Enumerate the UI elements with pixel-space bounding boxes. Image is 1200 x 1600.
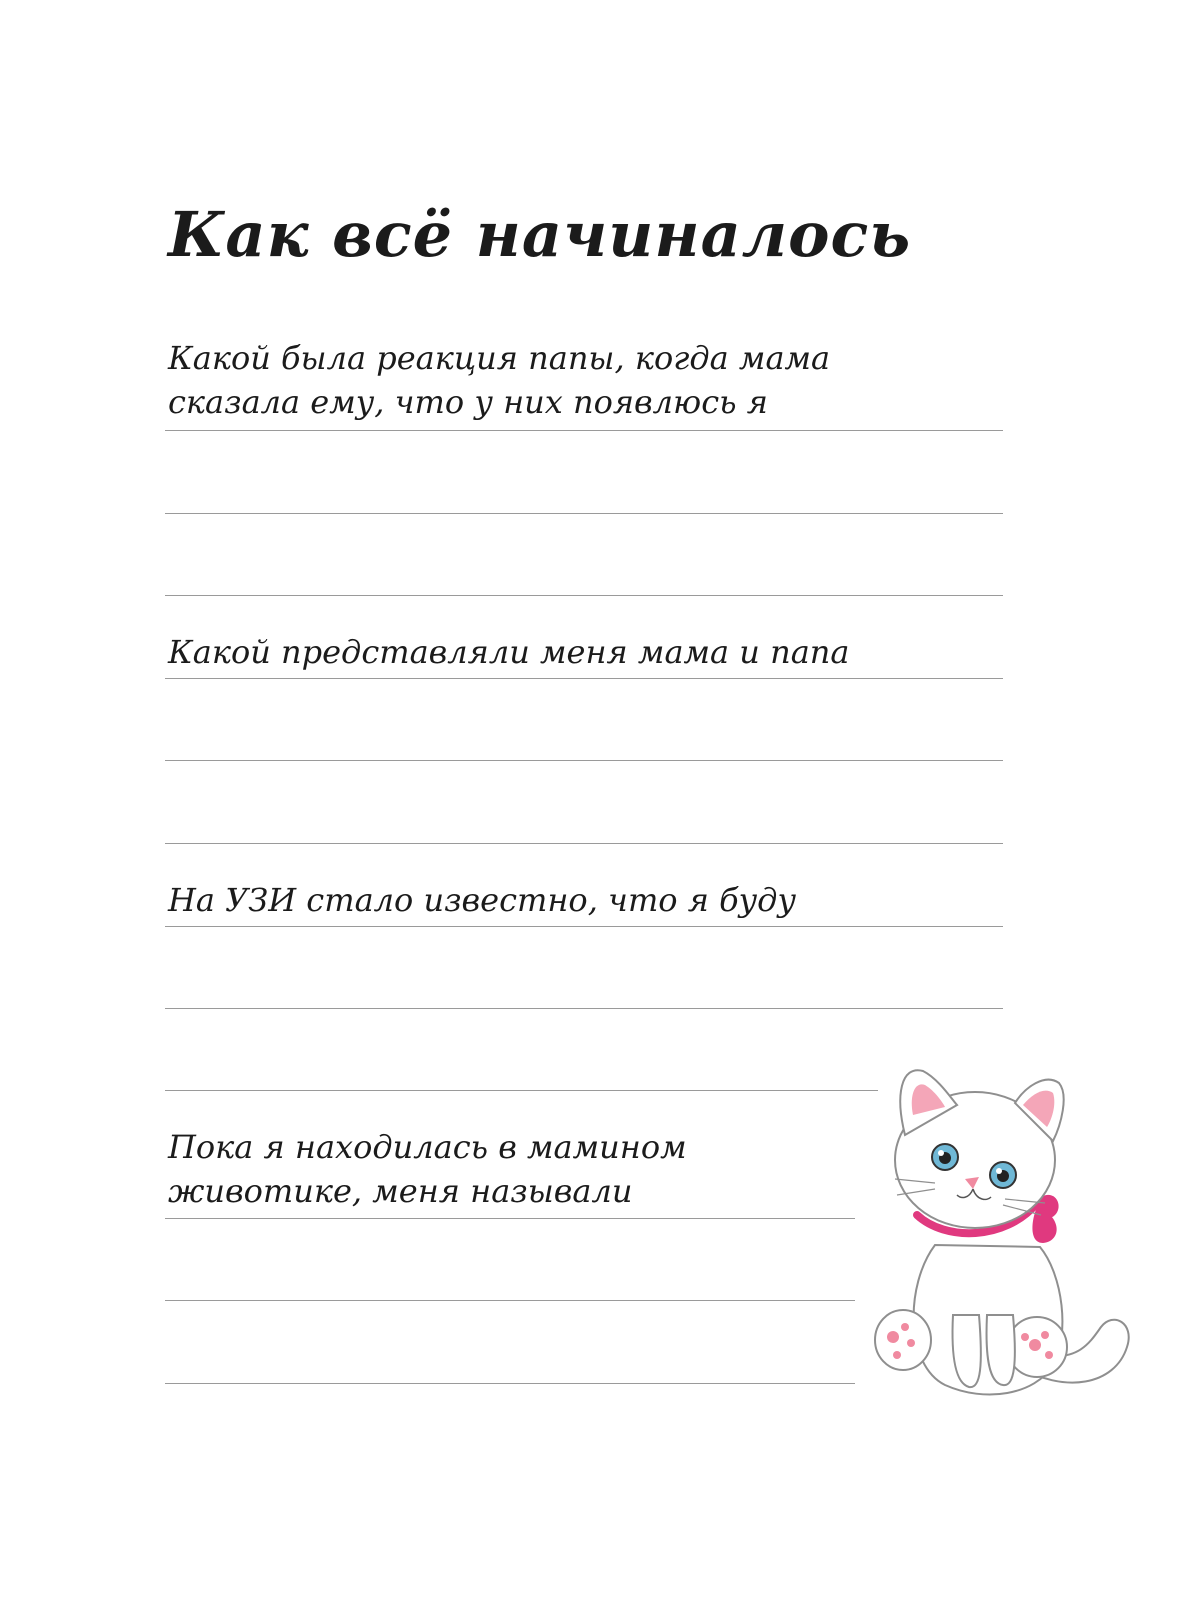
question-nickname [168,1125,687,1213]
answer-line[interactable] [165,678,1003,679]
answer-line[interactable] [165,1383,855,1384]
answer-line[interactable] [165,513,1003,514]
question-line: Какой представляли меня мама и папа [168,633,850,671]
answer-line[interactable] [165,430,1003,431]
page-title: Как всё начиналось [168,198,912,271]
answer-line[interactable] [165,1218,855,1219]
question-line: животике, меня называли [168,1172,633,1210]
kitten-paw-left [875,1310,931,1370]
question-line: сказала ему, что у них появлюсь я [168,383,768,421]
question-line: На УЗИ стало известно, что я буду [168,881,797,919]
question-line: Пока я находилась в мамином [168,1128,687,1166]
answer-line[interactable] [165,1300,855,1301]
answer-line[interactable] [165,1090,878,1091]
answer-line[interactable] [165,1008,1003,1009]
answer-line[interactable] [165,595,1003,596]
question-dad-reaction [168,336,830,424]
answer-line[interactable] [165,843,1003,844]
answer-line[interactable] [165,926,1003,927]
kitten-illustration [865,1065,1145,1410]
question-line: Какой была реакция папы, когда мама [168,339,831,377]
question-ultrasound [168,878,796,922]
answer-line[interactable] [165,760,1003,761]
question-imagined-me [168,630,849,674]
